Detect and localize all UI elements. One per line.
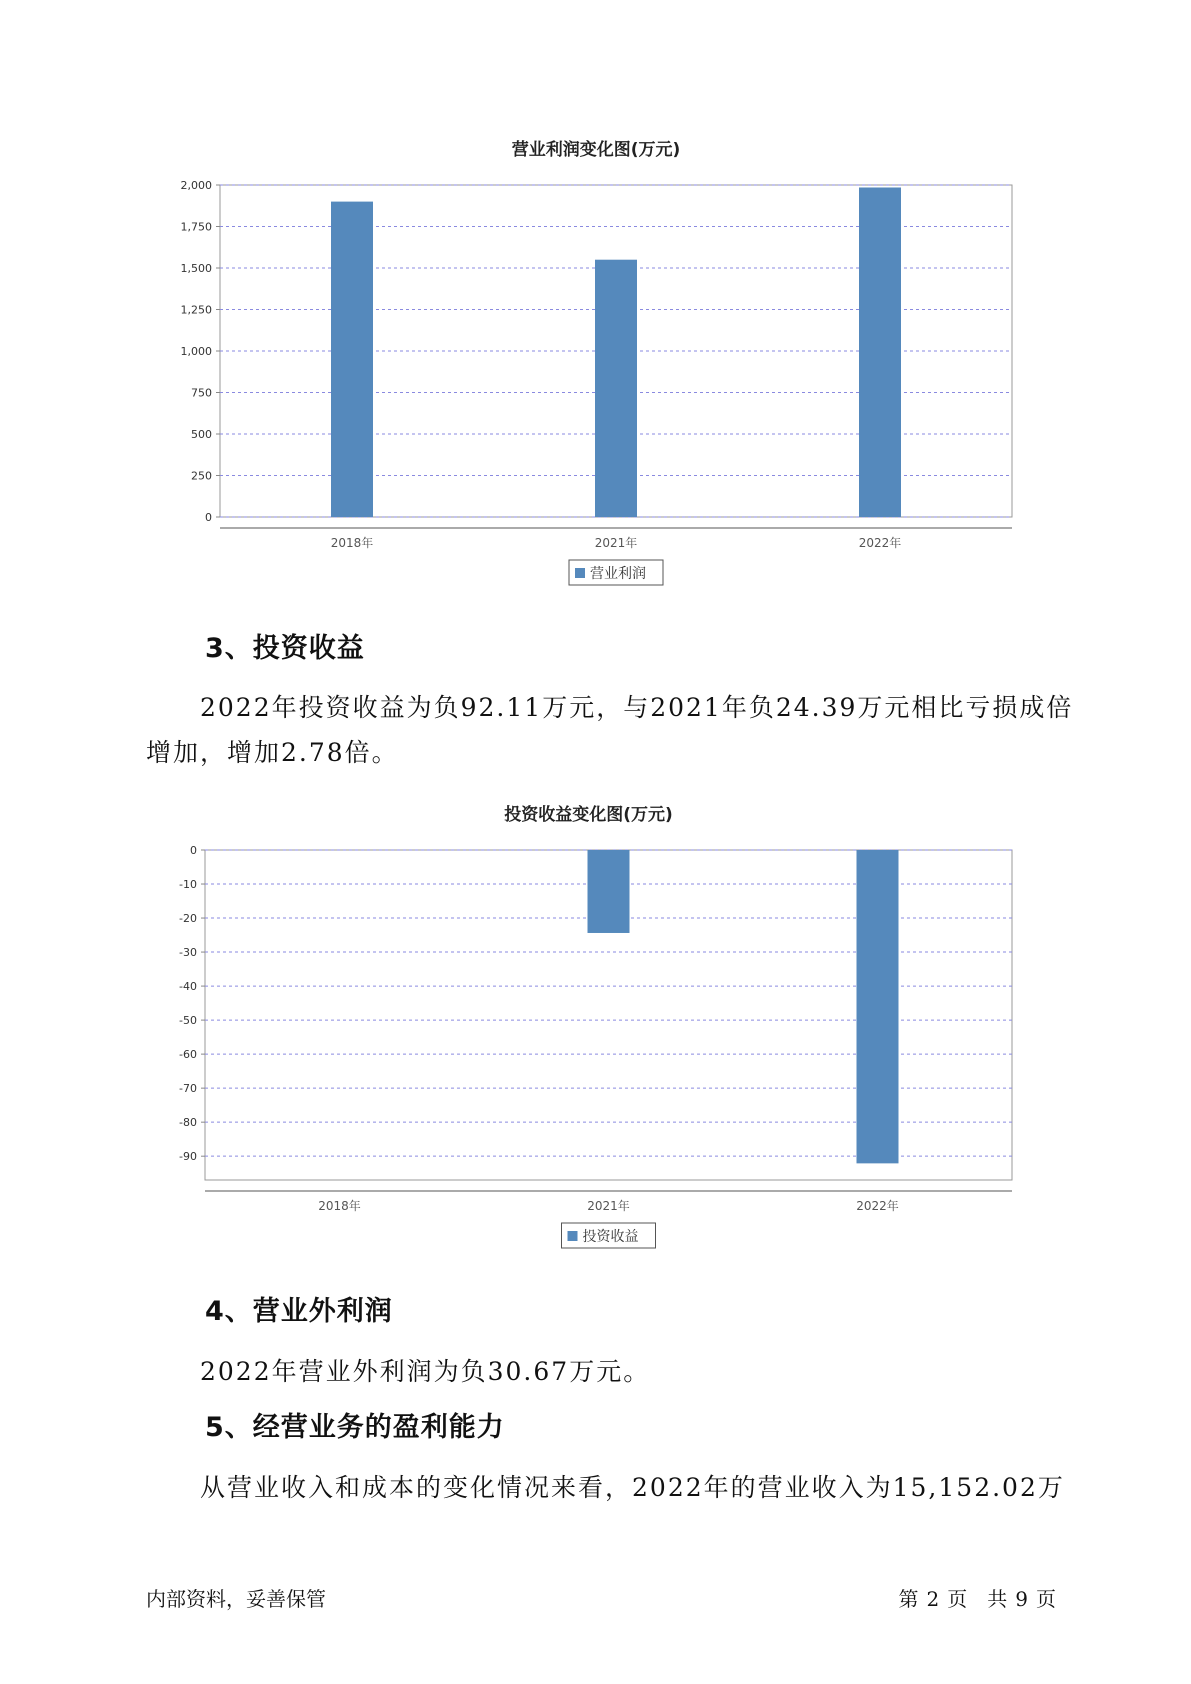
x-tick-label: 2021年 (594, 536, 638, 550)
y-tick-label: -40 (179, 980, 197, 994)
investment-income-chart (130, 795, 1030, 1255)
y-tick-label: -50 (179, 1014, 197, 1028)
section-3-paragraph-line2: 增加，增加2.78倍。 (146, 738, 399, 767)
bar (859, 187, 901, 517)
section-3-paragraph-line1: 2022年投资收益为负92.11万元，与2021年负24.39万元相比亏损成倍 (200, 693, 1074, 722)
chart-title: 营业利润变化图(万元) (511, 140, 681, 160)
x-tick-label: 2021年 (587, 1199, 630, 1213)
y-tick-label: 2,000 (180, 179, 212, 192)
bar (595, 260, 637, 517)
page-suffix: 页 (1036, 1587, 1056, 1611)
y-tick-label: -70 (179, 1082, 197, 1096)
operating-profit-chart-svg (130, 130, 1030, 590)
y-tick-label: 0 (190, 844, 197, 857)
bar (857, 850, 899, 1163)
page-total: 9 (1015, 1587, 1028, 1611)
footer-confidential-note: 内部资料，妥善保管 (146, 1587, 326, 1611)
y-tick-label: -80 (179, 1116, 197, 1130)
y-tick-label: 1,250 (180, 303, 212, 317)
y-tick-label: 1,000 (180, 345, 212, 358)
operating-profit-chart (130, 130, 1030, 590)
y-tick-label: 0 (205, 511, 212, 524)
y-tick-label: -10 (179, 878, 197, 892)
x-tick-label: 2022年 (858, 536, 902, 550)
y-tick-label: -30 (179, 946, 197, 960)
y-tick-label: 1,750 (180, 220, 212, 234)
page-mid: 页 共 (947, 1587, 1008, 1611)
bar (588, 850, 630, 933)
x-tick-label: 2022年 (856, 1199, 899, 1213)
page-number: 2 (926, 1587, 940, 1611)
y-tick-label: -60 (179, 1048, 197, 1062)
section-4-paragraph: 2022年营业外利润为负30.67万元。 (200, 1357, 651, 1386)
y-tick-label: 250 (191, 469, 212, 483)
y-tick-label: 500 (191, 428, 212, 441)
y-tick-label: 1,500 (180, 262, 212, 275)
legend-label: 投资收益 (582, 1229, 639, 1245)
section-5-paragraph: 从营业收入和成本的变化情况来看，2022年的营业收入为15,152.02万 (200, 1473, 1065, 1502)
section-3-heading: 3、投资收益 (205, 633, 365, 664)
footer-page-indicator (899, 1583, 1056, 1612)
x-tick-label: 2018年 (318, 1199, 361, 1213)
y-tick-label: -90 (179, 1150, 197, 1164)
x-tick-label: 2018年 (330, 536, 374, 550)
legend-swatch (568, 1231, 578, 1241)
page-prefix: 第 (898, 1587, 919, 1611)
legend-swatch (575, 568, 585, 578)
investment-income-chart-svg (130, 795, 1030, 1255)
y-tick-label: -20 (179, 912, 197, 926)
section-5-heading: 5、经营业务的盈利能力 (205, 1412, 505, 1443)
y-tick-label: 750 (191, 386, 212, 400)
section-4-heading: 4、营业外利润 (205, 1296, 393, 1327)
chart-title: 投资收益变化图(万元) (504, 805, 673, 825)
bar (331, 202, 373, 517)
legend-label: 营业利润 (590, 566, 646, 582)
